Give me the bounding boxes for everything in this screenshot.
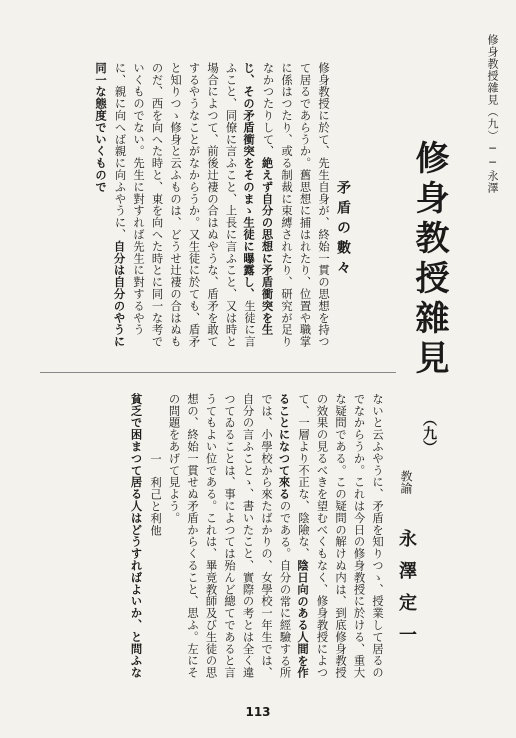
emphasis-text: 陰日向のある人間を作ることになつて來る	[277, 393, 310, 679]
body-text: 生徒に言ふこと、同僚に言ふこと、上長に言ふこと、又は時と場合によつて、前後辻褄の合はぬやうな、盾矛を敢てするやうなことがなからうか。又生徒に於ても、盾矛と知りつゝ修身と云ふものは、どうせ辻褄の合はぬものだ、西を向へた時と、東を向へた時とに同一な考でいくものでない。先生に對すれば先生に對するやうに、親に向へば親に向ふやうに、	[113, 62, 256, 348]
item-heading: 一 利己と利他	[149, 453, 162, 537]
top-text-column	[46, 62, 332, 358]
column-divider	[40, 372, 396, 373]
item-text: 貧乏で困まつて居る人はどうすればよいか、と問ふな	[129, 393, 144, 679]
author-role: 教諭	[399, 470, 413, 494]
article-title: 修身教授雜見	[409, 140, 449, 380]
author-name: 永澤定一	[396, 529, 417, 657]
author-byline	[393, 470, 419, 670]
body-paragraph	[92, 62, 333, 358]
page-number: 113	[245, 705, 271, 719]
section-title: 矛盾の數々	[335, 180, 351, 280]
emphasis-text: 自分は自分のやうに同一な態度でいくもので	[94, 62, 127, 348]
body-text: ないと云ふやうに、矛盾を知りつゝ、授業して居るのでなからうか。これは今日の修身教授に於ける、重大な疑問である。この疑問の解けぬ内は、到底修身教授の效果の見るべきを望むべくもなく、修身教授によつて、一層より不正な、陰險な、	[297, 393, 384, 679]
running-head: 修身教授雜見（九）──永澤	[486, 34, 499, 194]
issue-number: （九）	[421, 412, 437, 454]
emphasis-text: 絶えず自分の思想に矛盾衝突を生じ、その矛盾衝突をそのまゝ生徒に曝露し、	[242, 62, 275, 336]
body-text: のである。自分の常に經驗する所では、小學校から來たばかりの、女學校一年生では、自分の言ふことゝ、書いたこと、實際の考とは全く違つてゐることは、事によつては殆んど總てであると言うてもよい位である。これは、畢竟教師及び生徒の思想の、終始一貫せぬ矛盾からくること、思ふ。左にその問題をあげて見よう。	[167, 393, 292, 679]
bottom-text-column	[48, 393, 386, 683]
body-paragraph	[164, 393, 386, 683]
body-text: 修身教授に於て、先生自身が、終始一貫の思想を持つて居るであらうか。舊思想に捕はれたり、位置や職掌に係はつたり、或る制裁に束縛されたり、研究が足りなかつたりして、	[261, 62, 330, 348]
